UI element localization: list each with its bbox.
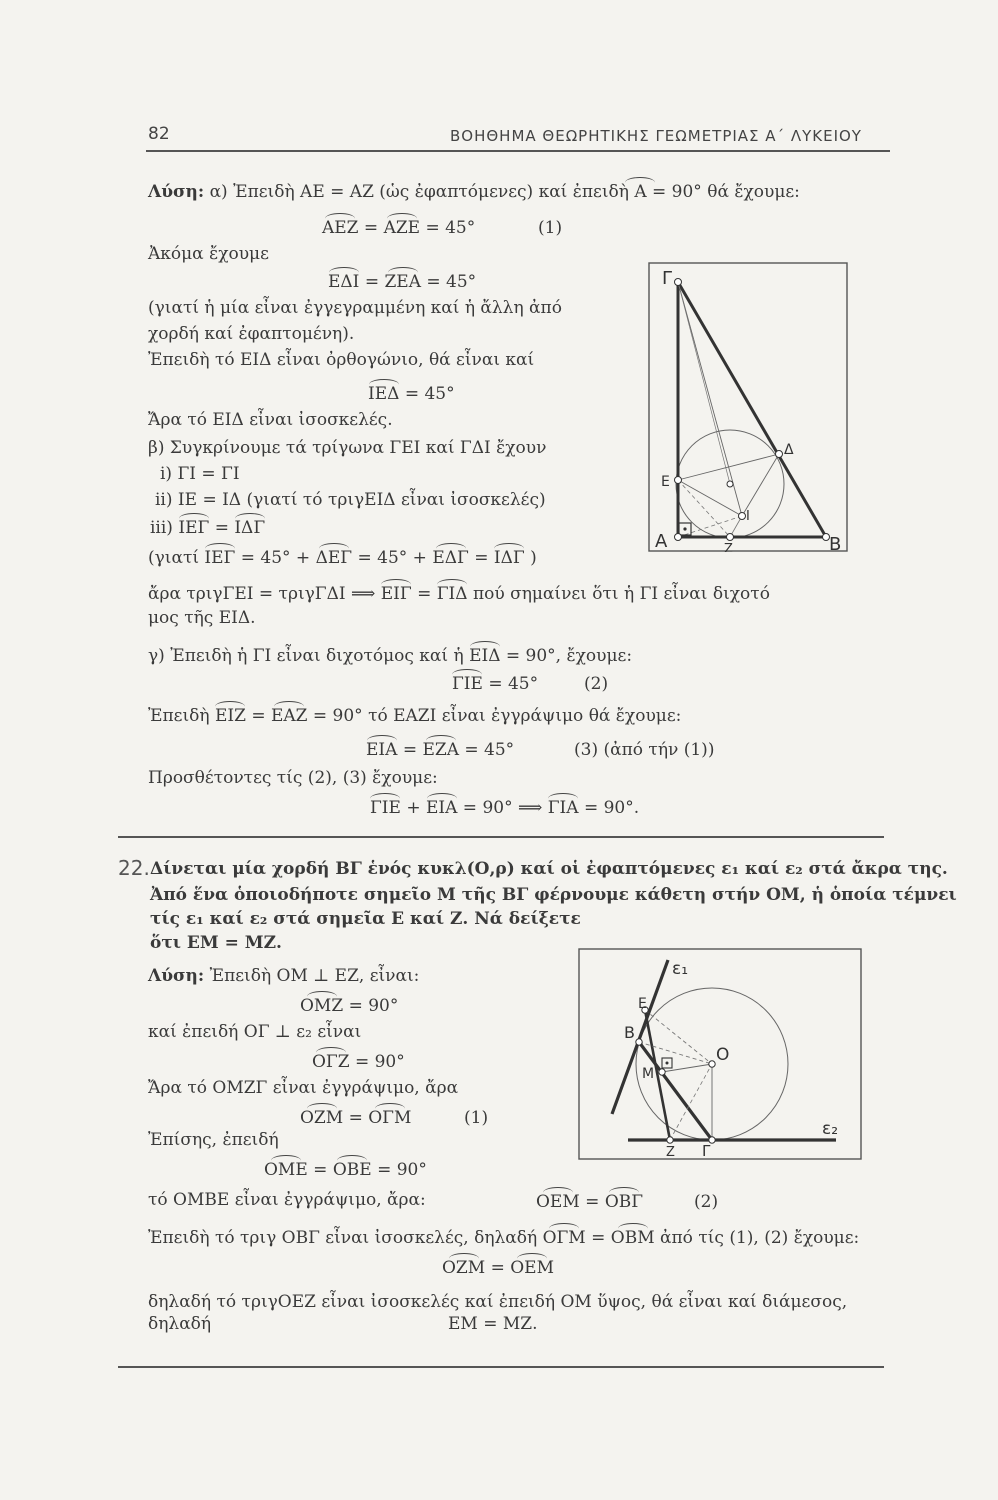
- angle: ΙΔΓ: [493, 548, 525, 568]
- label-e2: ε₂: [822, 1119, 839, 1139]
- text: = 45°: [404, 384, 455, 404]
- problem-statement-line: ὅτι ΕΜ = ΜΖ.: [150, 933, 282, 953]
- right-angle-dot: [683, 527, 686, 530]
- equation: ΕΜ = ΜΖ.: [448, 1314, 538, 1334]
- text: =: [251, 706, 271, 726]
- point-D: [776, 451, 783, 458]
- point-O: [727, 481, 733, 487]
- line: μος τῆς ΕΙΔ.: [148, 608, 256, 628]
- line-GI: [678, 282, 742, 516]
- equation-1: [322, 218, 475, 238]
- angle: Α: [634, 182, 647, 202]
- equation: [536, 1192, 643, 1212]
- line: Ἐπειδὴ τό ΕΙΔ εἶναι ὀρθογώνιο, θά εἶναι καί: [148, 350, 535, 370]
- text: Ἐπειδὴ ΟΜ ⊥ ΕΖ, εἶναι:: [209, 966, 420, 986]
- text: = 45°: [464, 740, 515, 760]
- line: [148, 706, 681, 726]
- label-B: Β: [829, 534, 842, 552]
- text: +: [406, 798, 426, 818]
- label-A: Α: [655, 531, 668, 552]
- equation: [300, 996, 398, 1016]
- angle: ΙΕΓ: [204, 548, 236, 568]
- line: [148, 966, 419, 986]
- angle: ΕΙΔ: [469, 646, 501, 666]
- point-Z: [727, 534, 734, 541]
- angle: ΕΖΑ: [422, 740, 459, 760]
- line: τό ΟΜΒΕ εἶναι ἐγγράψιμο, ἄρα:: [148, 1190, 426, 1210]
- angle: ΖΕΑ: [384, 272, 421, 292]
- text: ): [530, 548, 537, 568]
- line: Ἄρα τό ΕΙΔ εἶναι ἰσοσκελές.: [148, 410, 393, 430]
- equation-number: (1): [538, 218, 563, 238]
- line: δηλαδή τό τριγΟΕΖ εἶναι ἰσοσκελές καί ἐπειδή ΟΜ ὕψος, θά εἶναι καί διάμεσος,: [148, 1292, 848, 1312]
- text: = 90°.: [583, 798, 640, 818]
- text: =: [214, 518, 235, 538]
- equation: [366, 740, 514, 760]
- right-angle-dot: [666, 1062, 669, 1065]
- equation: [300, 1108, 411, 1128]
- text: ἀπό τίς (1), (2) ἔχουμε:: [660, 1228, 860, 1248]
- text: =: [591, 1228, 611, 1248]
- section-separator: [118, 836, 884, 838]
- angle: ΕΔΙ: [328, 272, 360, 292]
- angle: ΑΕΖ: [322, 218, 359, 238]
- angle: ΕΙΑ: [425, 798, 458, 818]
- angle: ΟΒΜ: [610, 1228, 655, 1248]
- angle: ΕΙΑ: [366, 740, 398, 760]
- text: =: [490, 1258, 511, 1278]
- text: =: [313, 1160, 333, 1180]
- angle: ΕΔΓ: [432, 548, 469, 568]
- page-number: 82: [148, 124, 170, 144]
- line: Ἄρα τό ΟΜΖΓ εἶναι ἐγγράψιμο, ἄρα: [148, 1078, 459, 1098]
- angle: ΓΙΔ: [436, 584, 468, 604]
- line: [150, 518, 265, 538]
- text: ἄρα τριγΓΕΙ = τριγΓΔΙ ⟹: [148, 584, 381, 604]
- label-Z: Ζ: [666, 1145, 675, 1160]
- line-ZO: [670, 1064, 712, 1140]
- label-e1: ε₁: [672, 959, 689, 979]
- text: Ἐπειδὴ: [148, 706, 215, 726]
- solution-label: Λύση:: [148, 966, 205, 986]
- text: πού σημαίνει ὅτι ἡ ΓΙ εἶναι διχοτό: [472, 584, 770, 604]
- line: Προσθέτοντες τίς (2), (3) ἔχουμε:: [148, 768, 438, 788]
- running-title: ΒΟΗΘΗΜΑ ΘΕΩΡΗΤΙΚΗΣ ΓΕΩΜΕΤΡΙΑΣ Α΄ ΛΥΚΕΙΟΥ: [450, 127, 862, 145]
- text: = 45° +: [357, 548, 433, 568]
- line: χορδή καί ἐφαπτομένη).: [148, 324, 355, 344]
- text: (γιατί: [148, 548, 205, 568]
- text: = 90° θά ἔχουμε:: [652, 182, 800, 202]
- point-B: [636, 1039, 642, 1045]
- line: δηλαδή: [148, 1314, 212, 1334]
- label-M: Μ: [642, 1066, 655, 1082]
- header-rule: [146, 150, 890, 152]
- equation: [264, 1160, 427, 1180]
- point-Z: [667, 1137, 673, 1143]
- point-M: [659, 1069, 665, 1075]
- text: =: [474, 548, 494, 568]
- text: =: [417, 584, 437, 604]
- line: i) ΓΙ = ΓΙ: [160, 464, 240, 484]
- label-G: Γ: [662, 268, 673, 289]
- equation: [368, 384, 455, 404]
- angle: ΟΖΜ: [442, 1258, 486, 1278]
- chord-BG: [639, 1042, 712, 1140]
- text: iii): [150, 518, 179, 538]
- point-A: [675, 534, 682, 541]
- text: = 90°: [354, 1052, 405, 1072]
- equation-number: (2): [694, 1192, 719, 1212]
- figure-chord-tangents: [578, 948, 862, 1160]
- text: = 45°: [425, 218, 476, 238]
- line: Ἀκόμα ἔχουμε: [148, 244, 269, 264]
- angle: ΟΒΓ: [604, 1192, 644, 1212]
- angle: ΕΙΖ: [214, 706, 246, 726]
- equation-number: (3) (ἀπό τήν (1)): [574, 740, 715, 760]
- label-Z: Ζ: [724, 542, 733, 552]
- point-I: [739, 513, 746, 520]
- point-E: [675, 477, 682, 484]
- text: Ἐπειδὴ τό τριγ ΟΒΓ εἶναι ἰσοσκελές, δηλαδή: [148, 1228, 543, 1248]
- label-I: Ι: [746, 509, 750, 524]
- angle: ΟΓΜ: [368, 1108, 412, 1128]
- point-G: [675, 279, 682, 286]
- equation: [452, 674, 538, 694]
- text: = 90° ⟹: [462, 798, 548, 818]
- angle: ΟΕΜ: [510, 1258, 554, 1278]
- equation-number: (2): [584, 674, 609, 694]
- line: (γιατί ἡ μία εἶναι ἐγγεγραμμένη καί ἡ ἄλλη ἀπό: [148, 298, 562, 318]
- line: Ἐπίσης, ἐπειδή: [148, 1130, 279, 1150]
- line: ii) ΙΕ = ΙΔ (γιατί τό τριγΕΙΔ εἶναι ἰσοσκελές): [155, 490, 546, 510]
- text: =: [585, 1192, 605, 1212]
- angle: ΟΖΜ: [300, 1108, 344, 1128]
- label-O: Ο: [716, 1045, 730, 1065]
- text: =: [402, 740, 423, 760]
- line-ED: [678, 454, 779, 480]
- angle: ΕΑΖ: [270, 706, 308, 726]
- equation: [328, 272, 476, 292]
- line: [148, 584, 770, 604]
- text: =: [364, 272, 385, 292]
- angle: ΟΜΖ: [300, 996, 344, 1016]
- line: [148, 646, 632, 666]
- equation: [442, 1258, 554, 1278]
- text: =: [348, 1108, 369, 1128]
- angle: ΟΕΜ: [536, 1192, 580, 1212]
- line-DI: [742, 454, 779, 516]
- text: = 45°: [488, 674, 539, 694]
- angle: ΕΙΓ: [380, 584, 412, 604]
- angle: ΓΙΑ: [547, 798, 579, 818]
- angle: ΟΓΜ: [542, 1228, 586, 1248]
- angle: ΟΜΕ: [264, 1160, 308, 1180]
- text: γ) Ἐπειδὴ ἡ ΓΙ εἶναι διχοτόμος καί ἡ: [148, 646, 470, 666]
- text: α) Ἐπειδὴ ΑΕ = ΑΖ (ὡς ἐφαπτόμενες) καί ἐπειδὴ: [209, 182, 629, 202]
- text: = 90°: [348, 996, 399, 1016]
- angle: ΔΕΓ: [315, 548, 353, 568]
- text: = 90°: [377, 1160, 427, 1180]
- line: [148, 1228, 859, 1248]
- angle: ΑΖΕ: [383, 218, 421, 238]
- label-B: Β: [624, 1023, 635, 1042]
- line: β) Συγκρίνουμε τά τρίγωνα ΓΕΙ καί ΓΔΙ ἔχουν: [148, 438, 547, 458]
- figure-triangle-incircle: [648, 262, 848, 552]
- text: = 45° +: [240, 548, 316, 568]
- footer-rule: [118, 1366, 884, 1368]
- text: = 90°, ἔχουμε:: [505, 646, 633, 666]
- angle: ΙΕΓ: [178, 518, 210, 538]
- angle: ΙΕΔ: [368, 384, 400, 404]
- angle: ΓΙΕ: [452, 674, 483, 694]
- line: [148, 182, 800, 202]
- line: καί ἐπειδή ΟΓ ⊥ ε₂ εἶναι: [148, 1022, 362, 1042]
- angle: ΓΙΕ: [370, 798, 401, 818]
- equation: [370, 798, 639, 818]
- problem-statement-line: τίς ε₁ καί ε₂ στά σημεῖα Ε καί Ζ. Νά δείξετε: [150, 909, 581, 929]
- problem-statement-line: Δίνεται μία χορδή ΒΓ ἑνός κυκλ(Ο,ρ) καί οἱ ἐφαπτόμενες ε₁ καί ε₂ στά ἄκρα της.: [150, 859, 948, 879]
- label-D: Δ: [784, 442, 794, 458]
- angle: ΟΓΖ: [312, 1052, 350, 1072]
- equation: [312, 1052, 405, 1072]
- label-G: Γ: [702, 1142, 711, 1160]
- angle: ΟΒΕ: [332, 1160, 372, 1180]
- equation-number: (1): [464, 1108, 489, 1128]
- angle: ΙΔΓ: [234, 518, 266, 538]
- solution-label: Λύση:: [148, 182, 205, 202]
- line: [148, 548, 537, 568]
- text: = 90° τό ΕΑΖΙ εἶναι ἐγγράψιμο θά ἔχουμε:: [312, 706, 682, 726]
- problem-number: 22.: [118, 856, 150, 880]
- text: = 45°: [426, 272, 477, 292]
- text: =: [363, 218, 384, 238]
- point-O: [709, 1061, 715, 1067]
- line-BO: [639, 1042, 712, 1064]
- label-E: Ε: [661, 474, 670, 490]
- label-E: Ε: [638, 996, 647, 1012]
- problem-statement-line: Ἀπό ἕνα ὁποιοδήποτε σημεῖο Μ τῆς ΒΓ φέρνουμε κάθετη στήν ΟΜ, ἡ ὁποία τέμνει: [150, 885, 957, 905]
